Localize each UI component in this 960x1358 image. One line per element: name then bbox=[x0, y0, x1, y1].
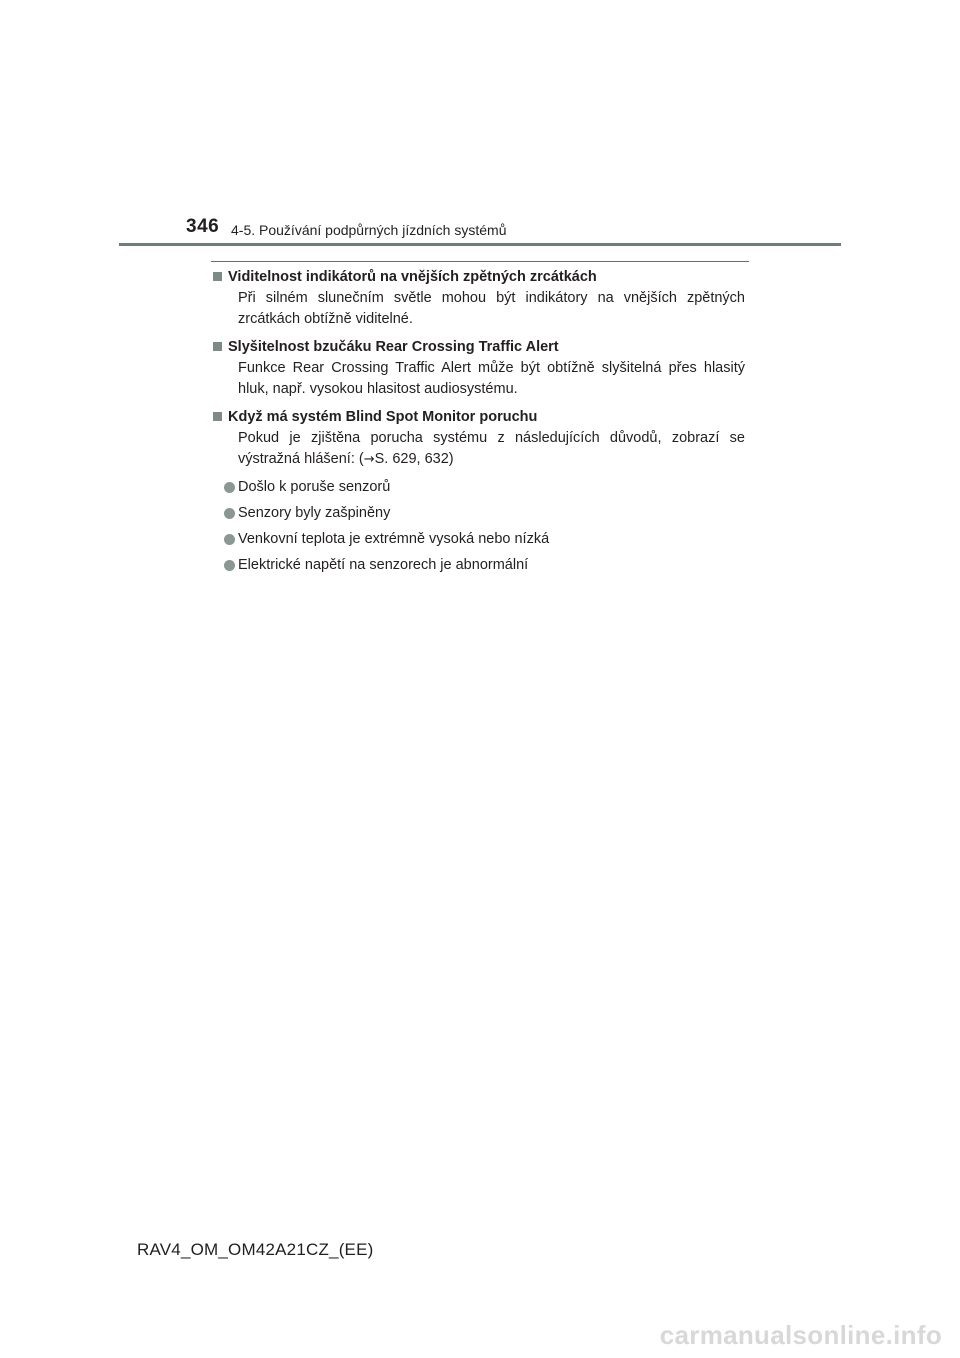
arrow-right-icon: → bbox=[363, 452, 375, 467]
section-heading-text: Viditelnost indikátorů na vnějších zpětných zrcátkách bbox=[228, 269, 597, 285]
section-body: Funkce Rear Crossing Traffic Alert může být obtížně slyšitelná přes hlasitý hluk, např. vysokou hlasitost audiosystému. bbox=[238, 360, 745, 397]
document-code: RAV4_OM_OM42A21CZ_(EE) bbox=[137, 1240, 374, 1259]
section-heading bbox=[211, 407, 745, 428]
round-bullet-icon bbox=[224, 560, 235, 571]
list-item-text: Došlo k poruše senzorů bbox=[238, 479, 391, 495]
round-bullet-icon bbox=[224, 508, 235, 519]
cause-list bbox=[211, 477, 745, 576]
list-item bbox=[224, 555, 745, 576]
header-divider bbox=[119, 243, 841, 246]
round-bullet-icon bbox=[224, 534, 235, 545]
page-number: 346 bbox=[186, 216, 220, 237]
section-body-text: Pokud je zjištěna porucha systému z následujících důvodů, zobrazí se výstražná hlášení: ( bbox=[238, 430, 745, 467]
section-title: 4-5. Používání podpůrných jízdních systémů bbox=[231, 222, 507, 238]
page-header bbox=[0, 0, 960, 250]
list-item bbox=[224, 477, 745, 498]
section-heading-text: Slyšitelnost bzučáku Rear Crossing Traffic Alert bbox=[228, 339, 559, 355]
square-bullet-icon bbox=[213, 412, 222, 421]
list-item-text: Elektrické napětí na senzorech je abnormální bbox=[238, 557, 529, 573]
round-bullet-icon bbox=[224, 482, 235, 493]
section-buzzer-audibility bbox=[211, 337, 745, 400]
section-heading-text: Když má systém Blind Spot Monitor poruchu bbox=[228, 409, 538, 425]
list-item-text: Venkovní teplota je extrémně vysoká nebo nízká bbox=[238, 531, 550, 547]
page-reference: S. 629, 632) bbox=[374, 451, 454, 467]
section-blind-spot-malfunction bbox=[211, 407, 745, 576]
page-content bbox=[211, 267, 745, 583]
content-divider bbox=[211, 261, 749, 262]
list-item-text: Senzory byly zašpiněny bbox=[238, 505, 391, 521]
square-bullet-icon bbox=[213, 272, 222, 281]
list-item bbox=[224, 529, 745, 550]
section-body bbox=[211, 428, 745, 470]
list-item bbox=[224, 503, 745, 524]
watermark: carmanualsonline.info bbox=[659, 1320, 942, 1350]
square-bullet-icon bbox=[213, 342, 222, 351]
section-mirror-indicator-visibility bbox=[211, 267, 745, 330]
section-heading bbox=[211, 337, 745, 358]
section-heading bbox=[211, 267, 745, 288]
section-body: Při silném slunečním světle mohou být indikátory na vnějších zpětných zrcátkách obtížně viditelné. bbox=[238, 290, 745, 327]
